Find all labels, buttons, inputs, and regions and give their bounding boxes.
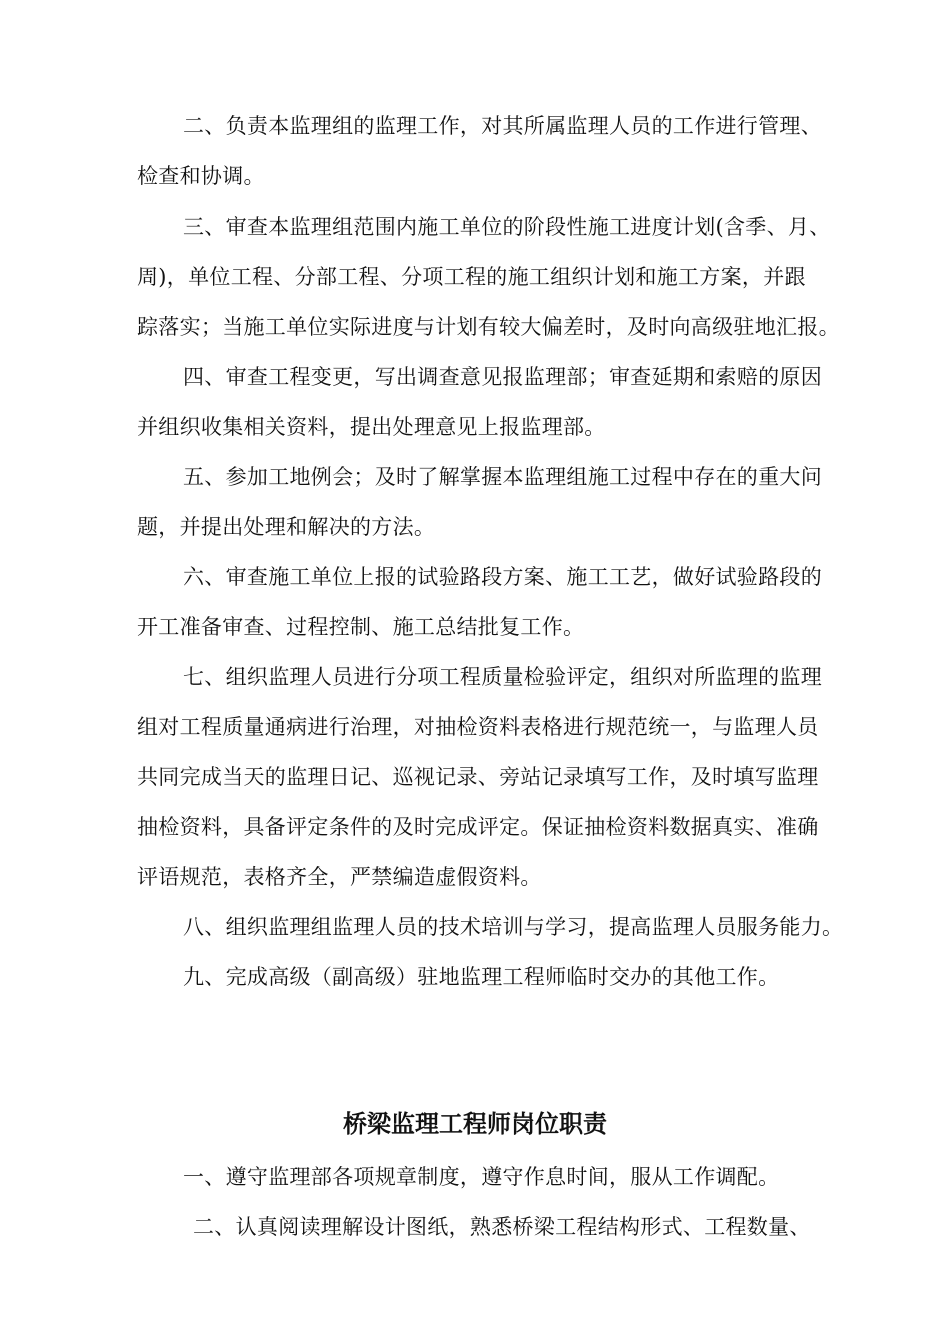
paragraph-line: 开工准备审查、过程控制、施工总结批复工作。 [137, 615, 585, 639]
section-title: 桥梁监理工程师岗位职责 [343, 1109, 607, 1138]
paragraph-line: 六、审查施工单位上报的试验路段方案、施工工艺，做好试验路段的 [183, 565, 822, 589]
paragraph-line: 踪落实；当施工单位实际进度与计划有较大偏差时，及时向高级驻地汇报。 [137, 315, 840, 339]
paragraph-line: 三、审查本监理组范围内施工单位的阶段性施工进度计划(含季、月、 [183, 215, 831, 239]
paragraph-line: 九、完成高级（副高级）驻地监理工程师临时交办的其他工作。 [183, 965, 780, 989]
paragraph-line: 八、组织监理组监理人员的技术培训与学习，提高监理人员服务能力。 [183, 915, 844, 939]
paragraph-line: 题，并提出处理和解决的方法。 [137, 515, 436, 539]
paragraph-line: 五、参加工地例会；及时了解掌握本监理组施工过程中存在的重大问 [183, 465, 822, 489]
paragraph-line: 四、审查工程变更，写出调查意见报监理部；审查延期和索赔的原因 [183, 365, 822, 389]
paragraph-line: 组对工程质量通病进行治理，对抽检资料表格进行规范统一，与监理人员 [137, 715, 819, 739]
paragraph-line: 周)，单位工程、分部工程、分项工程的施工组织计划和施工方案，并跟 [137, 265, 806, 289]
paragraph-line: 并组织收集相关资料，提出处理意见上报监理部。 [137, 415, 606, 439]
paragraph-line: 七、组织监理人员进行分项工程质量检验评定，组织对所监理的监理 [183, 665, 822, 689]
paragraph-line: 共同完成当天的监理日记、巡视记录、旁站记录填写工作，及时填写监理 [137, 765, 819, 789]
paragraph-line: 二、负责本监理组的监理工作，对其所属监理人员的工作进行管理、 [183, 114, 822, 138]
paragraph-line: 一、遵守监理部各项规章制度，遵守作息时间，服从工作调配。 [183, 1165, 780, 1189]
paragraph-line: 检查和协调。 [137, 164, 265, 188]
paragraph-line: 抽检资料，具备评定条件的及时完成评定。保证抽检资料数据真实、准确 [137, 815, 819, 839]
paragraph-line: 二、认真阅读理解设计图纸，熟悉桥梁工程结构形式、工程数量、 [193, 1215, 811, 1239]
paragraph-line: 评语规范，表格齐全，严禁编造虚假资料。 [137, 865, 542, 889]
